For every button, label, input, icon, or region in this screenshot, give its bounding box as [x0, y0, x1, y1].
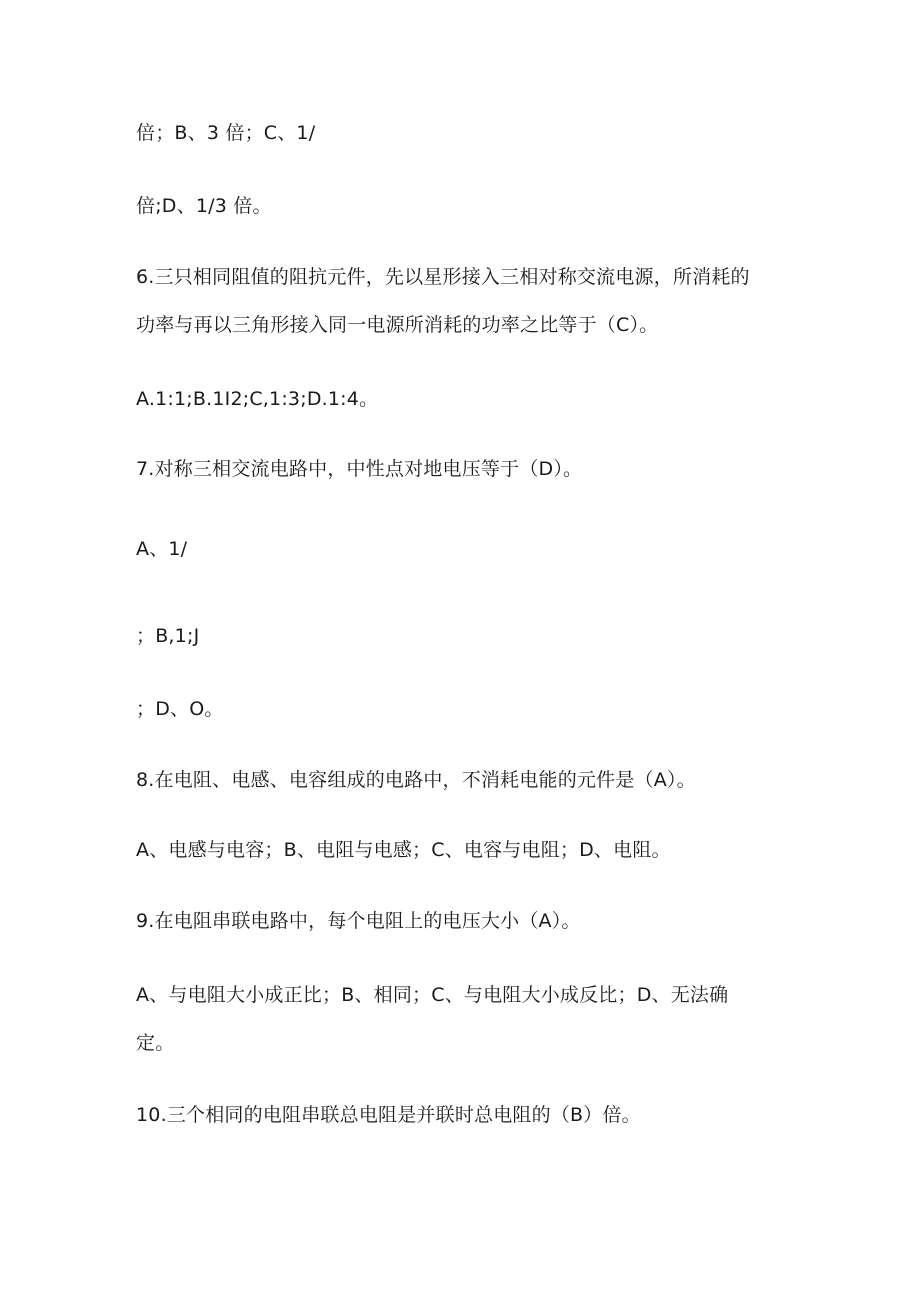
question-6-line-2: 功率与再以三角形接入同一电源所消耗的功率之比等于（C）。	[136, 314, 659, 336]
question-9-options-line-2: 定。	[136, 1032, 175, 1054]
text-line-q5-options-b: 倍;D、1/3 倍。	[136, 195, 272, 217]
question-6-line-1: 6.三只相同阻值的阻抗元件，先以星形接入三相对称交流电源，所消耗的	[136, 266, 750, 288]
question-6-options: A.1:1;B.1I2;C,1:3;D.1:4。	[136, 388, 379, 410]
question-9-options-line-1: A、与电阻大小成正比；B、相同；C、与电阻大小成反比；D、无法确	[136, 984, 729, 1006]
question-9: 9.在电阻串联电路中，每个电阻上的电压大小（A）。	[136, 910, 581, 932]
question-7-option-b: ；B,1;J	[136, 625, 200, 647]
question-8: 8.在电阻、电感、电容组成的电路中，不消耗电能的元件是（A）。	[136, 769, 696, 791]
question-7: 7.对称三相交流电路中，中性点对地电压等于（D）。	[136, 458, 583, 480]
question-7-option-d: ；D、O。	[136, 698, 224, 720]
question-10: 10.三个相同的电阻串联总电阻是并联时总电阻的（B）倍。	[136, 1104, 641, 1126]
question-7-option-a: A、1/	[136, 538, 188, 560]
question-8-options: A、电感与电容；B、电阻与电感；C、电容与电阻；D、电阻。	[136, 839, 671, 861]
text-line-q5-options-a: 倍；B、3 倍；C、1/	[136, 122, 316, 144]
